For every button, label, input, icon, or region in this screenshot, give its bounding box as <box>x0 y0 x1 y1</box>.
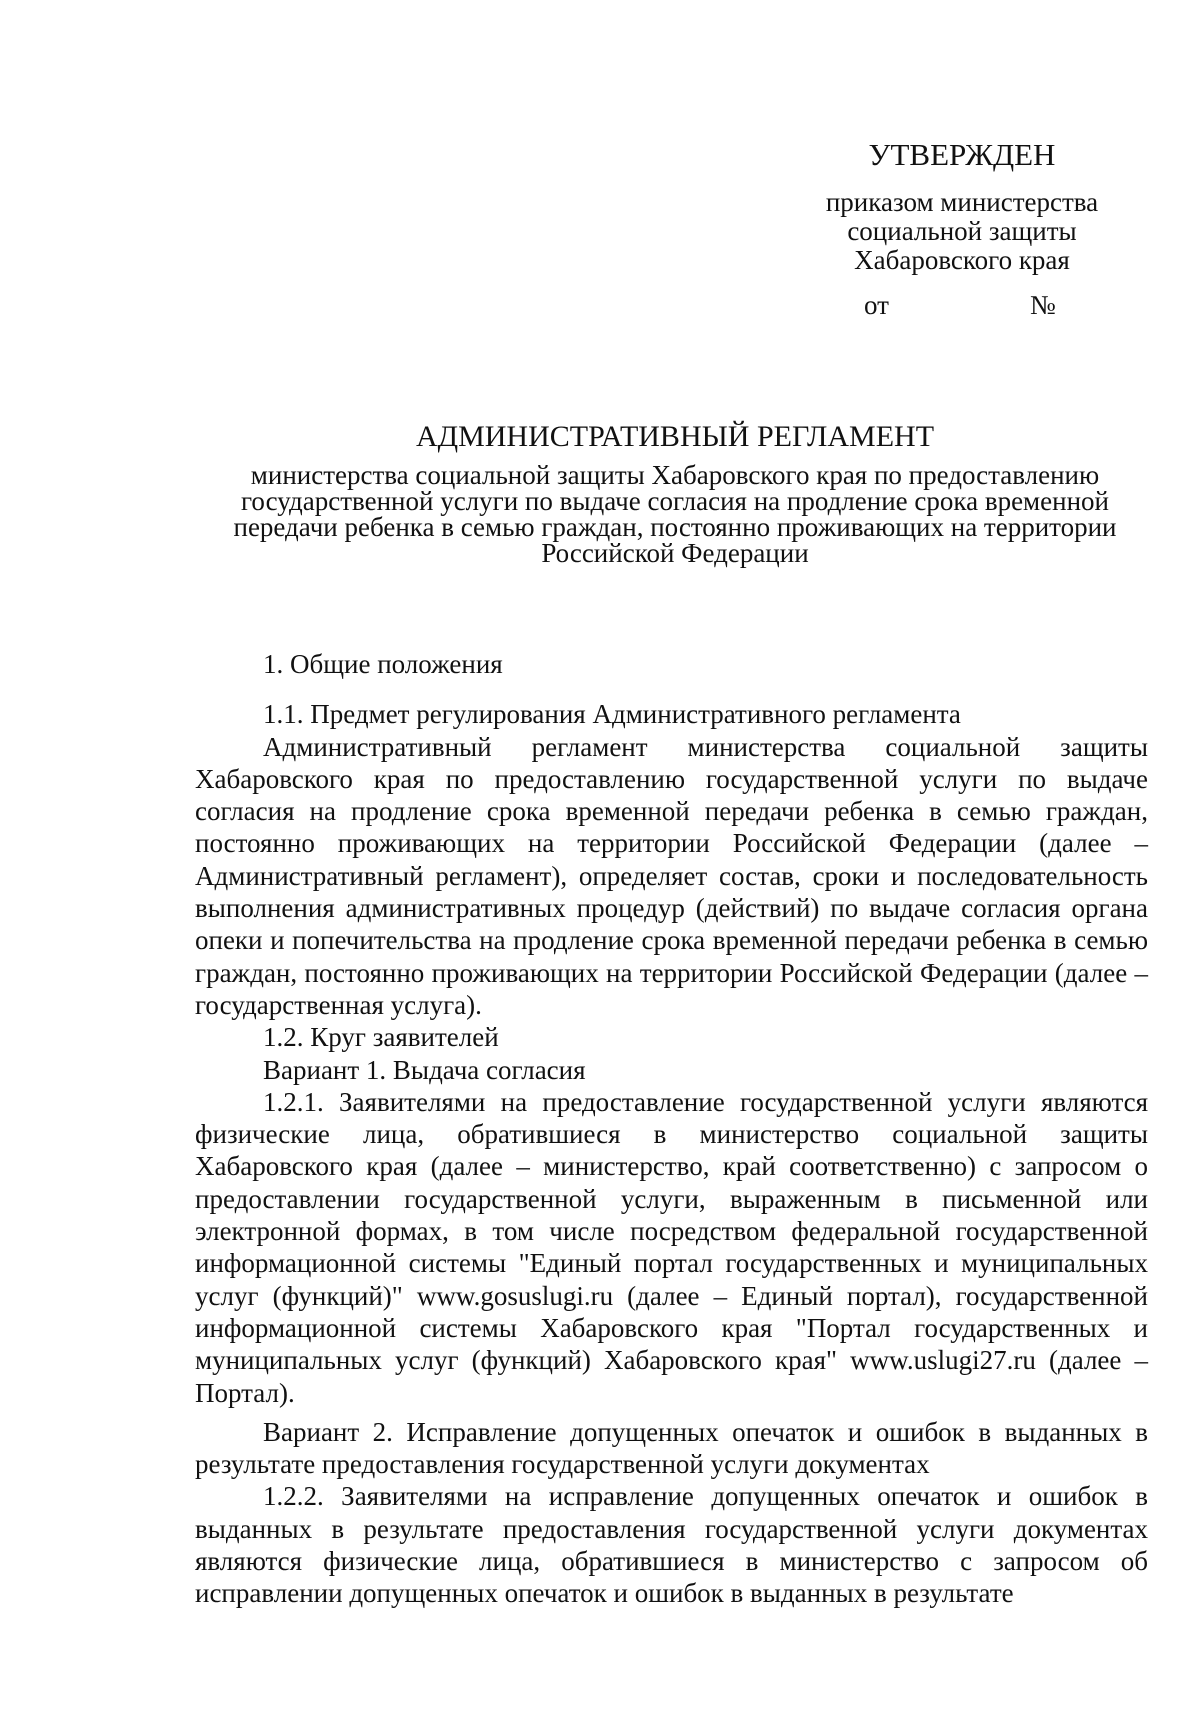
section-1-2-2-paragraph: 1.2.2. Заявителями на исправление допущенных опечаток и ошибок в выданных в результате предоставления государственной услуги документах являются физические лица, обратившиеся в министерство с запросом об исправлении допущенных опечаток и ошибок в выданных в результате <box>195 1481 1148 1609</box>
subtitle-line-3: передачи ребенка в семью граждан, постоянно проживающих на территории <box>233 512 1117 542</box>
approval-line-1: приказом министерства <box>825 187 1099 217</box>
approval-line-2: социальной защиты <box>847 216 1077 246</box>
variant-2-heading: Вариант 2. Исправление допущенных опечаток и ошибок в выданных в результате предоставления государственной услуги документах <box>195 1416 1148 1480</box>
approval-from-label: от <box>864 290 889 320</box>
subtitle-line-4: Российской Федерации <box>541 538 809 568</box>
document-title-block <box>190 420 1160 566</box>
subtitle-line-1: министерства социальной защиты Хабаровского края по предоставлению <box>250 460 1100 490</box>
document-body <box>195 648 1148 1610</box>
variant-1-heading: Вариант 1. Выдача согласия <box>263 1054 586 1085</box>
document-subtitle <box>190 462 1160 566</box>
approval-date-number-row <box>812 291 1112 325</box>
section-1-2-heading: 1.2. Круг заявителей <box>263 1022 499 1053</box>
section-1-1-heading: 1.1. Предмет регулирования Административного регламента <box>263 699 961 730</box>
document-title: АДМИНИСТРАТИВНЫЙ РЕГЛАМЕНТ <box>415 420 935 453</box>
approval-heading: УТВЕРЖДЕН <box>868 137 1056 172</box>
subtitle-line-2: государственной услуги по выдаче согласия на продление срока временной <box>241 486 1109 516</box>
approval-stamp-block <box>812 138 1112 325</box>
approval-line-3: Хабаровского края <box>854 245 1070 275</box>
section-1-heading: 1. Общие положения <box>263 649 503 679</box>
section-1-2-1-paragraph: 1.2.1. Заявителями на предоставление государственной услуги являются физические лица, обратившиеся в министерство социальной защиты Хабаровского края (далее – министерство, край соответственно) с запросом о предоставлении государственной услуги, выраженным в письменной или электронной формах, в том числе посредством федеральной государственной информационной системы "Единый портал государственных и муниципальных услуг (функций)" www.gosuslugi.ru (далее – Единый портал), государственной информационной системы Хабаровского края "Портал государственных и муниципальных услуг (функций) Хабаровского края" www.uslugi27.ru (далее – Портал). <box>195 1086 1148 1408</box>
section-1-1-paragraph: Административный регламент министерства социальной защиты Хабаровского края по предоставлению государственной услуги по выдаче согласия на продление срока временной передачи ребенка в семью граждан, постоянно проживающих на территории Российской Федерации (далее – Административный регламент), определяет состав, сроки и последовательность выполнения административных процедур (действий) по выдаче согласия органа опеки и попечительства на продление срока временной передачи ребенка в семью граждан, постоянно проживающих на территории Российской Федерации (далее – государственная услуга). <box>195 731 1148 1020</box>
approval-number-label: № <box>1030 290 1056 320</box>
